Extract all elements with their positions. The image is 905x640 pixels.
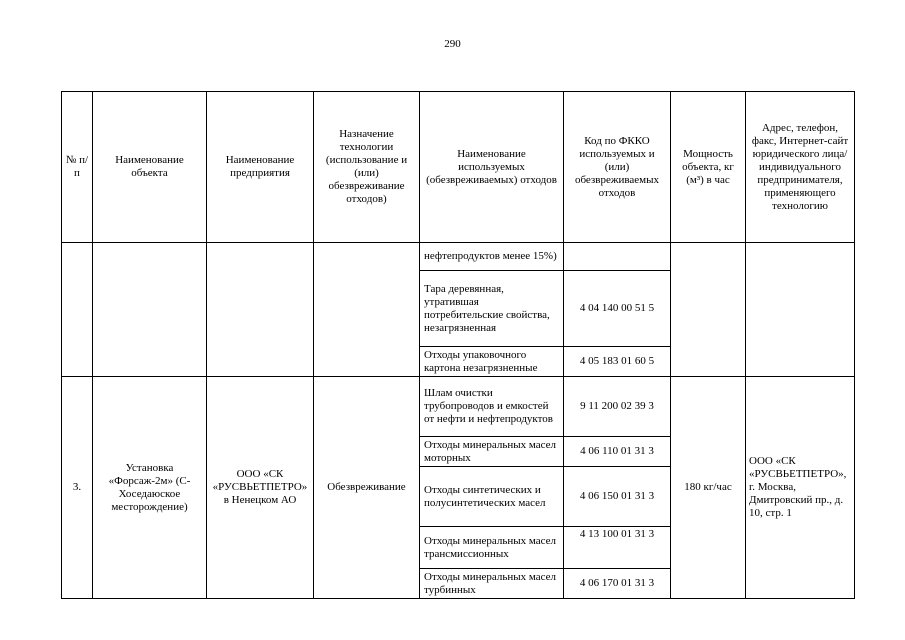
waste-code: 4 05 183 01 60 5 bbox=[564, 347, 671, 377]
waste-code: 4 06 170 01 31 3 bbox=[564, 569, 671, 599]
waste-code: 4 13 100 01 31 3 bbox=[564, 527, 671, 569]
waste-name: Отходы минеральных масел трансмиссионных bbox=[420, 527, 564, 569]
header-address: Адрес, телефон, факс, Интернет-сайт юридического лица/индивидуального предпринимателя, применяющего технологию bbox=[746, 92, 855, 243]
waste-code: 4 06 110 01 31 3 bbox=[564, 437, 671, 467]
waste-name: Тара деревянная, утратившая потребительские свойства, незагрязненная bbox=[420, 271, 564, 347]
page-number: 290 bbox=[444, 38, 461, 50]
waste-code bbox=[564, 243, 671, 271]
technology-purpose: Обезвреживание bbox=[314, 377, 420, 599]
header-object: Наименование объекта bbox=[93, 92, 207, 243]
header-capacity: Мощность объекта, кг (м³) в час bbox=[671, 92, 746, 243]
waste-name: Отходы упаковочного картона незагрязненные bbox=[420, 347, 564, 377]
table-row bbox=[62, 243, 855, 271]
waste-code: 4 04 140 00 51 5 bbox=[564, 271, 671, 347]
table-row bbox=[62, 377, 855, 437]
waste-name: Отходы синтетических и полусинтетических масел bbox=[420, 467, 564, 527]
header-enterprise: Наименование предприятия bbox=[207, 92, 314, 243]
header-code: Код по ФККО используемых и (или) обезвреживаемых отходов bbox=[564, 92, 671, 243]
enterprise-name: ООО «СК «РУСВЬЕТПЕТРО» в Ненецком АО bbox=[207, 377, 314, 599]
waste-code: 4 06 150 01 31 3 bbox=[564, 467, 671, 527]
waste-code: 9 11 200 02 39 3 bbox=[564, 377, 671, 437]
capacity: 180 кг/час bbox=[671, 377, 746, 599]
waste-technology-table bbox=[61, 91, 855, 599]
header-number: № п/п bbox=[62, 92, 93, 243]
waste-name: Шлам очистки трубопроводов и емкостей от нефти и нефтепродуктов bbox=[420, 377, 564, 437]
object-name: Установка «Форсаж-2м» (С-Хоседаюское месторождение) bbox=[93, 377, 207, 599]
header-row bbox=[62, 92, 855, 243]
header-purpose: Назначение технологии (использование и (или) обезвреживание отходов) bbox=[314, 92, 420, 243]
waste-name: Отходы минеральных масел моторных bbox=[420, 437, 564, 467]
header-waste: Наименование используемых (обезвреживаемых) отходов bbox=[420, 92, 564, 243]
company-address: ООО «СК «РУСВЬЕТПЕТРО», г. Москва, Дмитровский пр., д. 10, стр. 1 bbox=[746, 377, 855, 599]
waste-name: нефтепродуктов менее 15%) bbox=[420, 243, 564, 271]
waste-name: Отходы минеральных масел турбинных bbox=[420, 569, 564, 599]
entry-number: 3. bbox=[62, 377, 93, 599]
